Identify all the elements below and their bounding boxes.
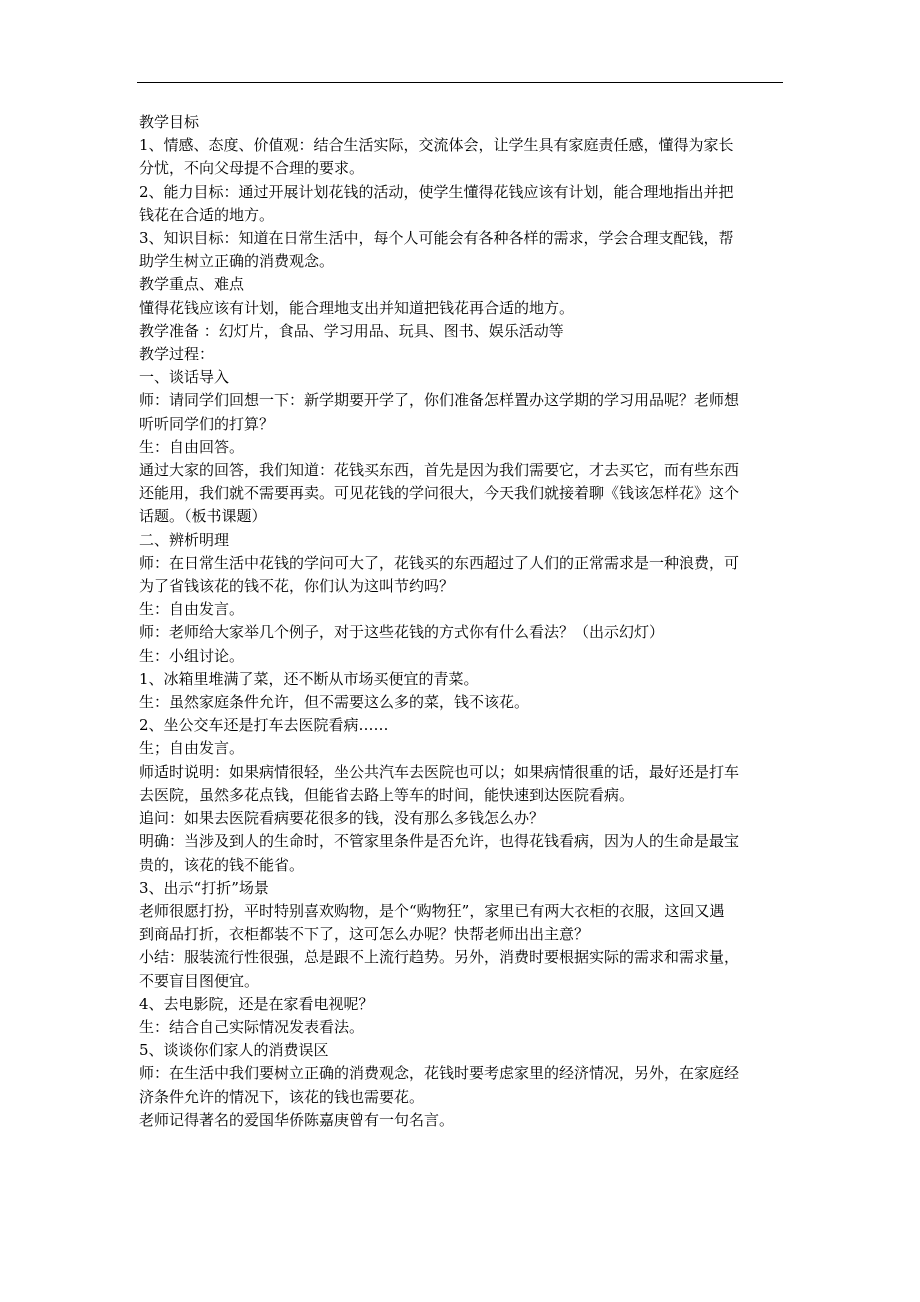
text-line: 生：虽然家庭条件允许，但不需要这么多的菜，钱不该花。 xyxy=(139,693,530,712)
text-line: 去医院，虽然多花点钱，但能省去路上等车的时间，能快速到达医院看病。 xyxy=(139,785,635,804)
text-line: 2、坐公交车还是打车去医院看病…… xyxy=(139,716,389,735)
text-line: 通过大家的回答，我们知道：花钱买东西，首先是因为我们需要它，才去买它，而有些东西 xyxy=(139,461,740,480)
text-line: 5、谈谈你们家人的消费误区 xyxy=(139,1041,329,1060)
text-line: 1、情感、态度、价值观：结合生活实际，交流体会，让学生具有家庭责任感，懂得为家长 xyxy=(139,136,734,155)
text-line: 到商品打折，衣柜都装不下了，这可怎么办呢？快帮老师出出主意？ xyxy=(139,925,590,944)
subsection-heading: 一、谈话导入 xyxy=(139,368,230,387)
text-line: 不要盲目图便宜。 xyxy=(139,971,260,990)
section-heading-preparation: 教学准备 ：幻灯片，食品、学习用品、玩具、图书、娱乐活动等 xyxy=(139,321,564,340)
text-line: 济条件允许的情况下，该花的钱也需要花。 xyxy=(139,1087,425,1106)
text-line: 师：老师给大家举几个例子，对于这些花钱的方式你有什么看法？（出示幻灯） xyxy=(139,623,665,642)
text-line: 1、冰箱里堆满了菜，还不断从市场买便宜的青菜。 xyxy=(139,669,479,688)
text-line: 4、去电影院，还是在家看电视呢？ xyxy=(139,994,374,1013)
text-line: 2、能力目标：通过开展计划花钱的活动，使学生懂得花钱应该有计划，能合理地指出并把 xyxy=(139,182,734,201)
subsection-heading: 二、辨析明理 xyxy=(139,530,230,549)
section-heading-objectives: 教学目标 xyxy=(139,113,200,131)
section-heading-process: 教学过程： xyxy=(139,345,215,364)
text-line: 师适时说明：如果病情很轻，坐公共汽车去医院也可以；如果病情很重的话，最好还是打车 xyxy=(139,762,740,781)
text-line: 师：请同学们回想一下：新学期要开学了，你们准备怎样置办这学期的学习用品呢？老师想 xyxy=(139,391,740,410)
text-line: 老师记得著名的爱国华侨陈嘉庚曾有一句名言。 xyxy=(139,1110,455,1129)
text-line: 话题。（板书课题） xyxy=(139,507,267,526)
section-heading-key-points: 教学重点、难点 xyxy=(139,275,245,294)
text-line: 助学生树立正确的消费观念。 xyxy=(139,252,335,271)
text-line: 生：结合自己实际情况发表看法。 xyxy=(139,1017,365,1036)
text-line: 贵的，该花的钱不能省。 xyxy=(139,855,305,874)
document-body xyxy=(139,111,789,1132)
text-line: 生：自由发言。 xyxy=(139,600,245,619)
text-line: 懂得花钱应该有计划，能合理地支出并知道把钱花再合适的地方。 xyxy=(139,298,575,317)
text-line: 师：在日常生活中花钱的学问可大了，花钱买的东西超过了人们的正常需求是一种浪费，可 xyxy=(139,553,740,572)
text-line: 3、知识目标：知道在日常生活中，每个人可能会有各种各样的需求，学会合理支配钱，帮 xyxy=(139,229,734,248)
text-line: 钱花在合适的地方。 xyxy=(139,205,275,224)
text-line: 师：在生活中我们要树立正确的消费观念，花钱时要考虑家里的经济情况，另外，在家庭经 xyxy=(139,1064,740,1083)
text-line: 还能用，我们就不需要再卖。可见花钱的学问很大，今天我们就接着聊《钱该怎样花》这个 xyxy=(139,484,740,503)
text-line: 追问：如果去医院看病要花很多的钱，没有那么多钱怎么办？ xyxy=(139,809,545,828)
header-rule xyxy=(137,82,783,83)
text-line: 生：小组讨论。 xyxy=(139,646,245,665)
text-line: 分忧，不向父母提不合理的要求。 xyxy=(139,159,365,178)
text-line: 生；自由发言。 xyxy=(139,739,245,758)
text-line: 3、出示“打折”场景 xyxy=(139,878,269,897)
text-line: 小结：服装流行性很强，总是跟不上流行趋势。另外，消费时要根据实际的需求和需求量， xyxy=(139,948,740,967)
text-line: 为了省钱该花的钱不花，你们认为这叫节约吗？ xyxy=(139,577,455,596)
text-line: 听听同学们的打算？ xyxy=(139,414,275,433)
text-line: 老师很愿打扮，平时特别喜欢购物，是个“购物狂”，家里已有两大衣柜的衣服，这回又遇 xyxy=(139,901,725,920)
text-line: 生：自由回答。 xyxy=(139,437,245,456)
text-line: 明确：当涉及到人的生命时，不管家里条件是否允许，也得花钱看病，因为人的生命是最宝 xyxy=(139,832,740,851)
